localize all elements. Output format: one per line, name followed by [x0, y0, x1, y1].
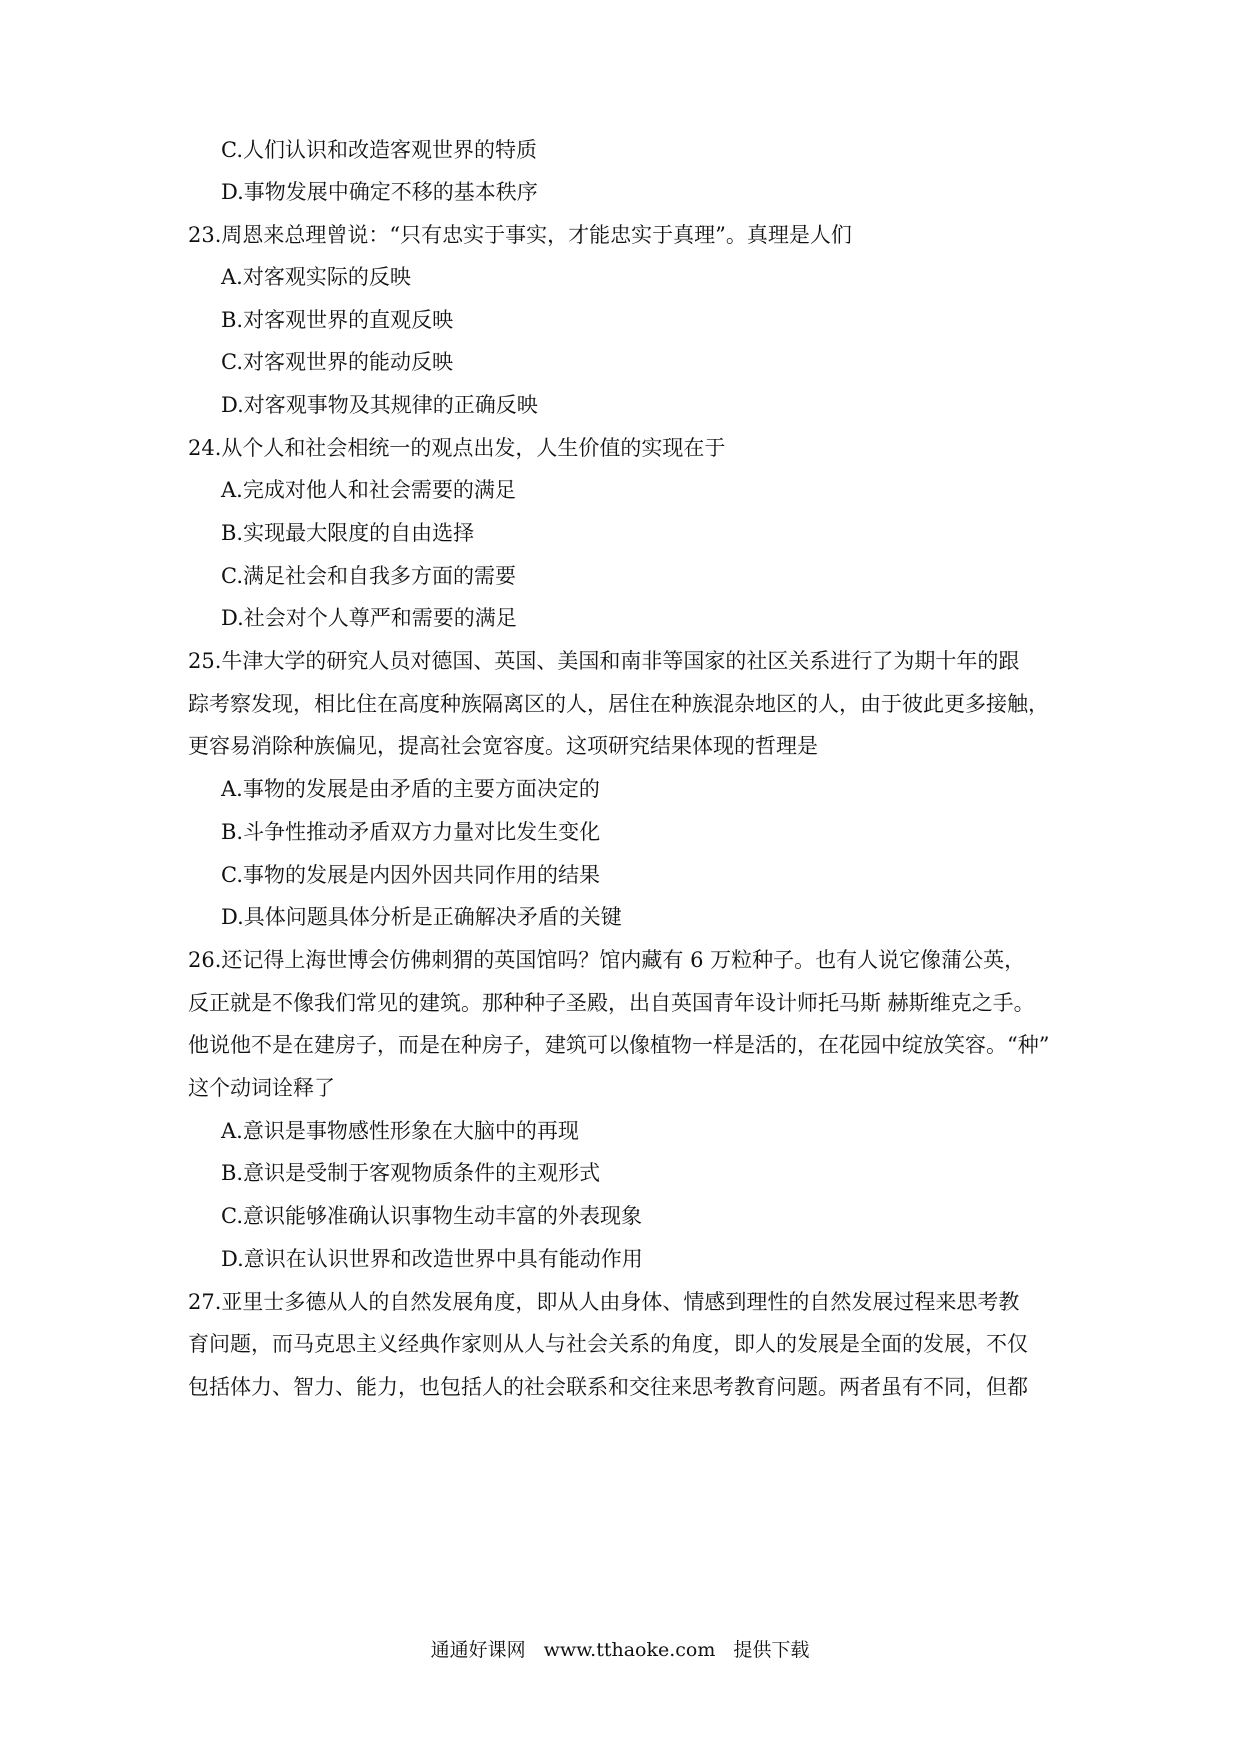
q25-option-b: B.斗争性推动矛盾双方力量对比发生变化 [221, 820, 601, 844]
q26-option-d: D.意识在认识世界和改造世界中具有能动作用 [221, 1247, 643, 1271]
q26-option-c: C.意识能够准确认识事物生动丰富的外表现象 [221, 1204, 642, 1228]
q25-stem-line-2: 踪考察发现，相比住在高度种族隔离区的人，居住在种族混杂地区的人，由于彼此更多接触， [188, 692, 1049, 716]
q22-option-d: D.事物发展中确定不移的基本秩序 [221, 180, 538, 204]
q26-stem-line-2: 反正就是不像我们常见的建筑。那种种子圣殿，出自英国青年设计师托马斯 赫斯维克之手。 [188, 991, 1035, 1015]
q26-option-b: B.意识是受制于客观物质条件的主观形式 [221, 1161, 601, 1185]
q24-option-c: C.满足社会和自我多方面的需要 [221, 564, 516, 588]
footer-note: 提供下载 [733, 1639, 810, 1661]
q22-option-c: C.人们认识和改造客观世界的特质 [221, 138, 537, 162]
q24-option-d: D.社会对个人尊严和需要的满足 [221, 606, 517, 630]
q23-option-a: A.对客观实际的反映 [221, 265, 411, 289]
q27-stem-line-1: 27.亚里士多德从人的自然发展角度，即从人由身体、情感到理性的自然发展过程来思考教 [188, 1290, 1020, 1314]
q25-stem-line-1: 25.牛津大学的研究人员对德国、英国、美国和南非等国家的社区关系进行了为期十年的跟 [188, 649, 1020, 673]
q24-option-b: B.实现最大限度的自由选择 [221, 521, 475, 545]
q27-stem-line-2: 育问题，而马克思主义经典作家则从人与社会关系的角度，即人的发展是全面的发展，不仅 [188, 1332, 1028, 1356]
q25-stem-line-3: 更容易消除种族偏见，提高社会宽容度。这项研究结果体现的哲理是 [188, 734, 818, 758]
q23-option-c: C.对客观世界的能动反映 [221, 350, 453, 374]
q25-option-c: C.事物的发展是内因外因共同作用的结果 [221, 863, 600, 887]
q23-stem: 23.周恩来总理曾说：“只有忠实于事实，才能忠实于真理”。真理是人们 [188, 223, 852, 247]
q26-option-a: A.意识是事物感性形象在大脑中的再现 [221, 1119, 579, 1143]
q24-option-a: A.完成对他人和社会需要的满足 [221, 478, 516, 502]
q26-stem-line-4: 这个动词诠释了 [188, 1076, 335, 1100]
q26-stem-line-3: 他说他不是在建房子，而是在种房子，建筑可以像植物一样是活的，在花园中绽放笑容。“种” [188, 1033, 1050, 1057]
footer-url-link[interactable]: www.tthaoke.com [543, 1639, 716, 1661]
q25-option-d: D.具体问题具体分析是正确解决矛盾的关键 [221, 905, 622, 929]
q25-option-a: A.事物的发展是由矛盾的主要方面决定的 [221, 777, 600, 801]
q27-stem-line-3: 包括体力、智力、能力，也包括人的社会联系和交往来思考教育问题。两者虽有不同，但都 [188, 1375, 1028, 1399]
footer-site-name: 通通好课网 [430, 1639, 526, 1661]
q23-option-d: D.对客观事物及其规律的正确反映 [221, 393, 538, 417]
q26-stem-line-1: 26.还记得上海世博会仿佛刺猬的英国馆吗？馆内藏有 6 万粒种子。也有人说它像蒲公英， [188, 948, 1026, 972]
page-footer [0, 1636, 1240, 1664]
q24-stem: 24.从个人和社会相统一的观点出发，人生价值的实现在于 [188, 436, 726, 460]
q23-option-b: B.对客观世界的直观反映 [221, 308, 454, 332]
